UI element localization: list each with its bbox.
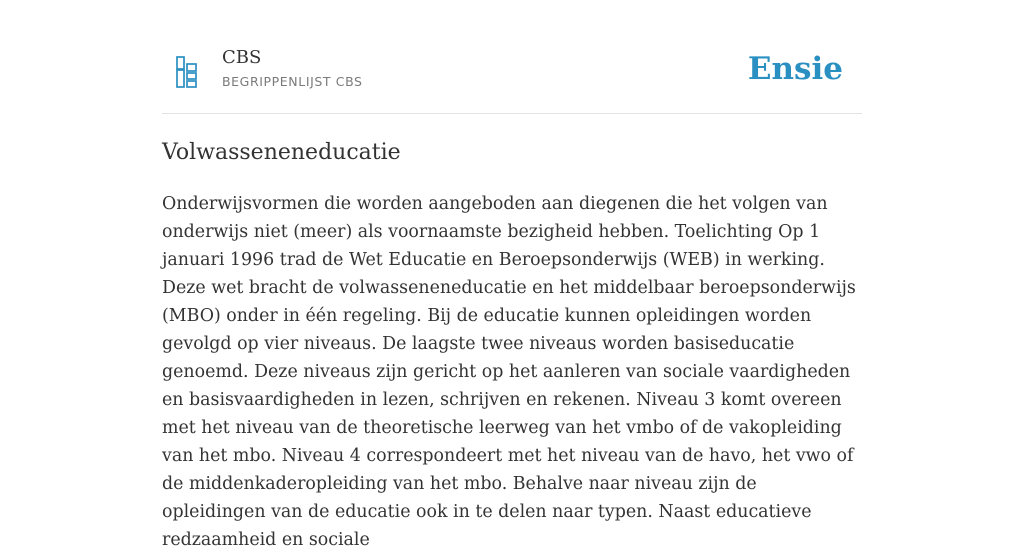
cbs-logo-graphic: [176, 56, 198, 88]
cbs-logo-icon[interactable]: [176, 56, 198, 88]
source-name[interactable]: CBS: [222, 47, 262, 68]
entry-definition: Onderwijsvormen die worden aangeboden aan diegenen die het volgen van onderwijs niet (meer) als voornaamste bezigheid hebben. Toelichting Op 1 januari 1996 trad de Wet Educatie en Beroepsonderwijs (WEB) in werking. Deze wet bracht de volwasseneneducatie en het middelbaar beroepsonderwijs (MBO) onder in één regeling. Bij de educatie kunnen opleidingen worden gevolgd op vier niveaus. De laagste twee niveaus worden basiseducatie genoemd. Deze niveaus zijn gericht op het aanleren van sociale vaardigheden en basisvaardigheden in lezen, schrijven en rekenen. Niveau 3 komt overeen met het niveau van de theoretische leerweg van het vmbo of de vakopleiding van het mbo. Niveau 4 correspondeert met het niveau van de havo, het vwo of de middenkaderopleiding van het mbo. Behalve naar niveau zijn de opleidingen van de educatie ook in te delen naar typen. Naast educatieve redzaamheid en sociale: [162, 194, 856, 550]
brand-logo[interactable]: Ensie: [747, 51, 843, 87]
source-subtitle[interactable]: BEGRIPPENLIJST CBS: [222, 74, 363, 89]
site-header: [162, 0, 862, 114]
entry-title: Volwasseneneducatie: [162, 140, 401, 165]
